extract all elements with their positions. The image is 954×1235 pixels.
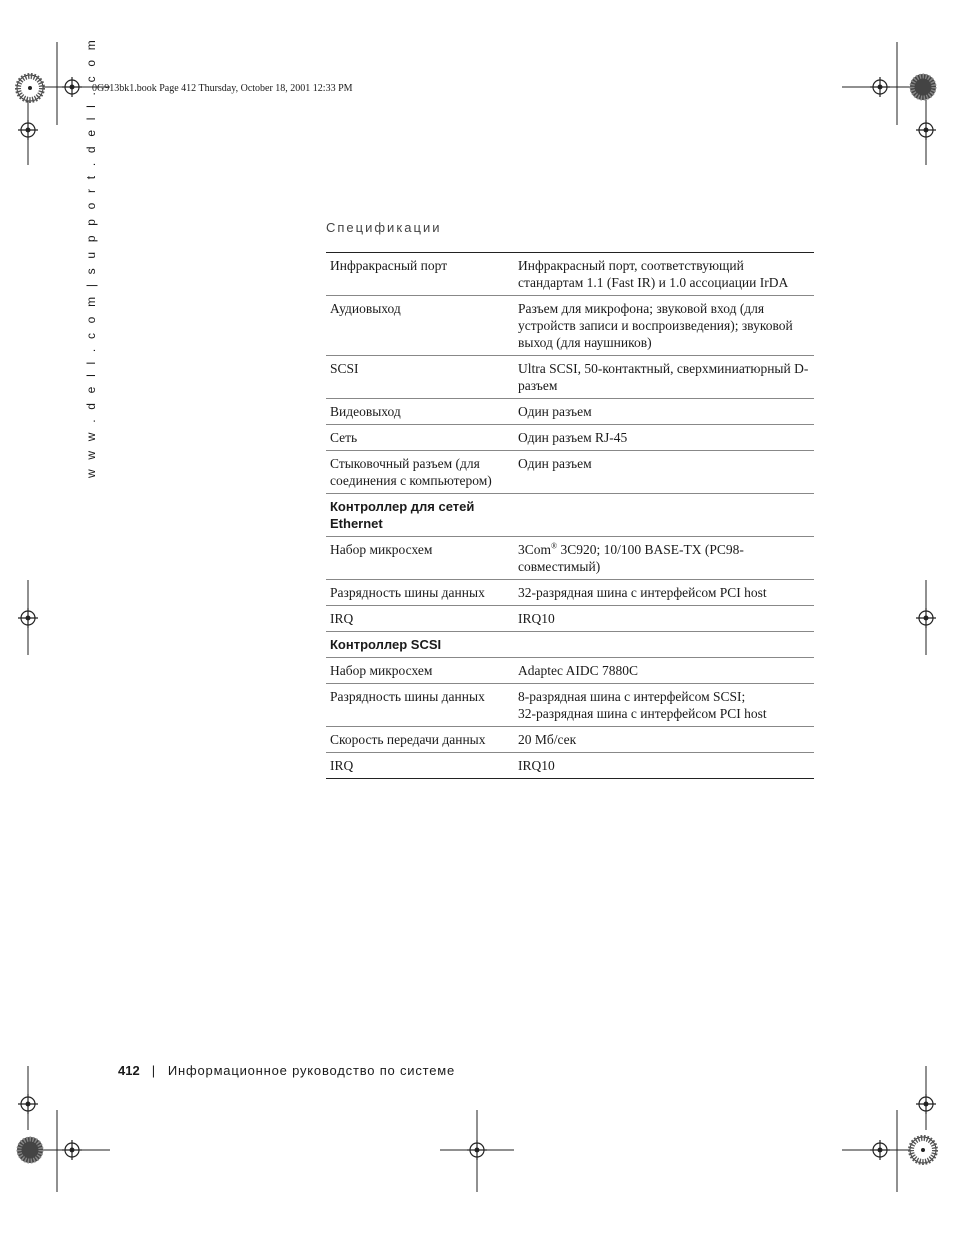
print-header: 0G913bk1.book Page 412 Thursday, October 18, 2001 12:33 PM (92, 83, 353, 94)
spec-value-line: 32-разрядная шина с интерфейсом PCI host (518, 706, 767, 721)
group-label: Контроллер для сетей Ethernet (326, 494, 514, 537)
spec-value: Инфракрасный порт, соответствующий стандартам 1.1 (Fast IR) и 1.0 ассоциации IrDA (514, 253, 814, 296)
spec-value: Ultra SCSI, 50-контактный, сверхминиатюрный D-разъем (514, 356, 814, 399)
table-row (326, 253, 814, 296)
table-row (326, 296, 814, 356)
group-empty-cell (514, 632, 814, 658)
table-row (326, 425, 814, 451)
spec-value: IRQ10 (518, 758, 555, 773)
spec-value: Разъем для микрофона; звуковой вход (для устройств записи и воспроизведения); звуковой выход (для наушников) (514, 296, 814, 356)
spec-label: Разрядность шины данных (326, 684, 514, 727)
spec-value: Один разъем (514, 451, 814, 494)
table-row (326, 356, 814, 399)
table-row (326, 727, 814, 753)
spec-label: Аудиовыход (326, 296, 514, 356)
page-number: 412 (118, 1063, 140, 1078)
spec-label: SCSI (326, 356, 514, 399)
table-row (326, 451, 814, 494)
spec-value: 20 Мб/сек (514, 727, 814, 753)
spec-value: Adaptec AIDC 7880C (514, 658, 814, 684)
group-empty-cell (514, 494, 814, 537)
table-row (326, 606, 814, 632)
table-row (326, 537, 814, 580)
spec-label: Набор микросхем (326, 658, 514, 684)
spec-value: Один разъем (514, 399, 814, 425)
table-group-header (326, 494, 814, 537)
footer-separator: | (151, 1063, 156, 1078)
table-row (326, 753, 814, 779)
spec-value: IRQ10 (514, 606, 814, 632)
spec-value-text: 3C920; 10/100 BASE-TX (PC98-совместимый) (518, 542, 744, 574)
table-row (326, 658, 814, 684)
spec-label: Стыковочный разъем (для соединения с компьютером) (326, 451, 514, 494)
spec-value (514, 537, 814, 580)
table-row (326, 580, 814, 606)
registered-mark: ® (551, 541, 558, 551)
document-title: Информационное руководство по системе (167, 1063, 456, 1078)
spec-value: Один разъем RJ-45 (514, 425, 814, 451)
spec-label: Инфракрасный порт (326, 253, 514, 296)
spec-label: Разрядность шины данных (326, 580, 514, 606)
spec-label: IRQ (330, 758, 354, 773)
spec-label: Сеть (326, 425, 514, 451)
table-row (326, 399, 814, 425)
spec-label: Видеовыход (326, 399, 514, 425)
spec-value-line: 8-разрядная шина с интерфейсом SCSI; (518, 689, 746, 704)
spec-label: Скорость передачи данных (326, 727, 514, 753)
section-title: Спецификации (326, 220, 442, 235)
brand-name: 3Com (518, 542, 552, 557)
page-footer (118, 1063, 455, 1078)
group-label: Контроллер SCSI (326, 632, 514, 658)
specifications-table (326, 252, 814, 779)
spec-value (514, 684, 814, 727)
spec-value: 32-разрядная шина с интерфейсом PCI host (514, 580, 814, 606)
spec-label: Набор микросхем (326, 537, 514, 580)
side-website-url: w w w . d e l l . c o m | s u p p o r t . d e l l . c o m (84, 37, 98, 478)
table-group-header (326, 632, 814, 658)
table-row (326, 684, 814, 727)
spec-label: IRQ (326, 606, 514, 632)
